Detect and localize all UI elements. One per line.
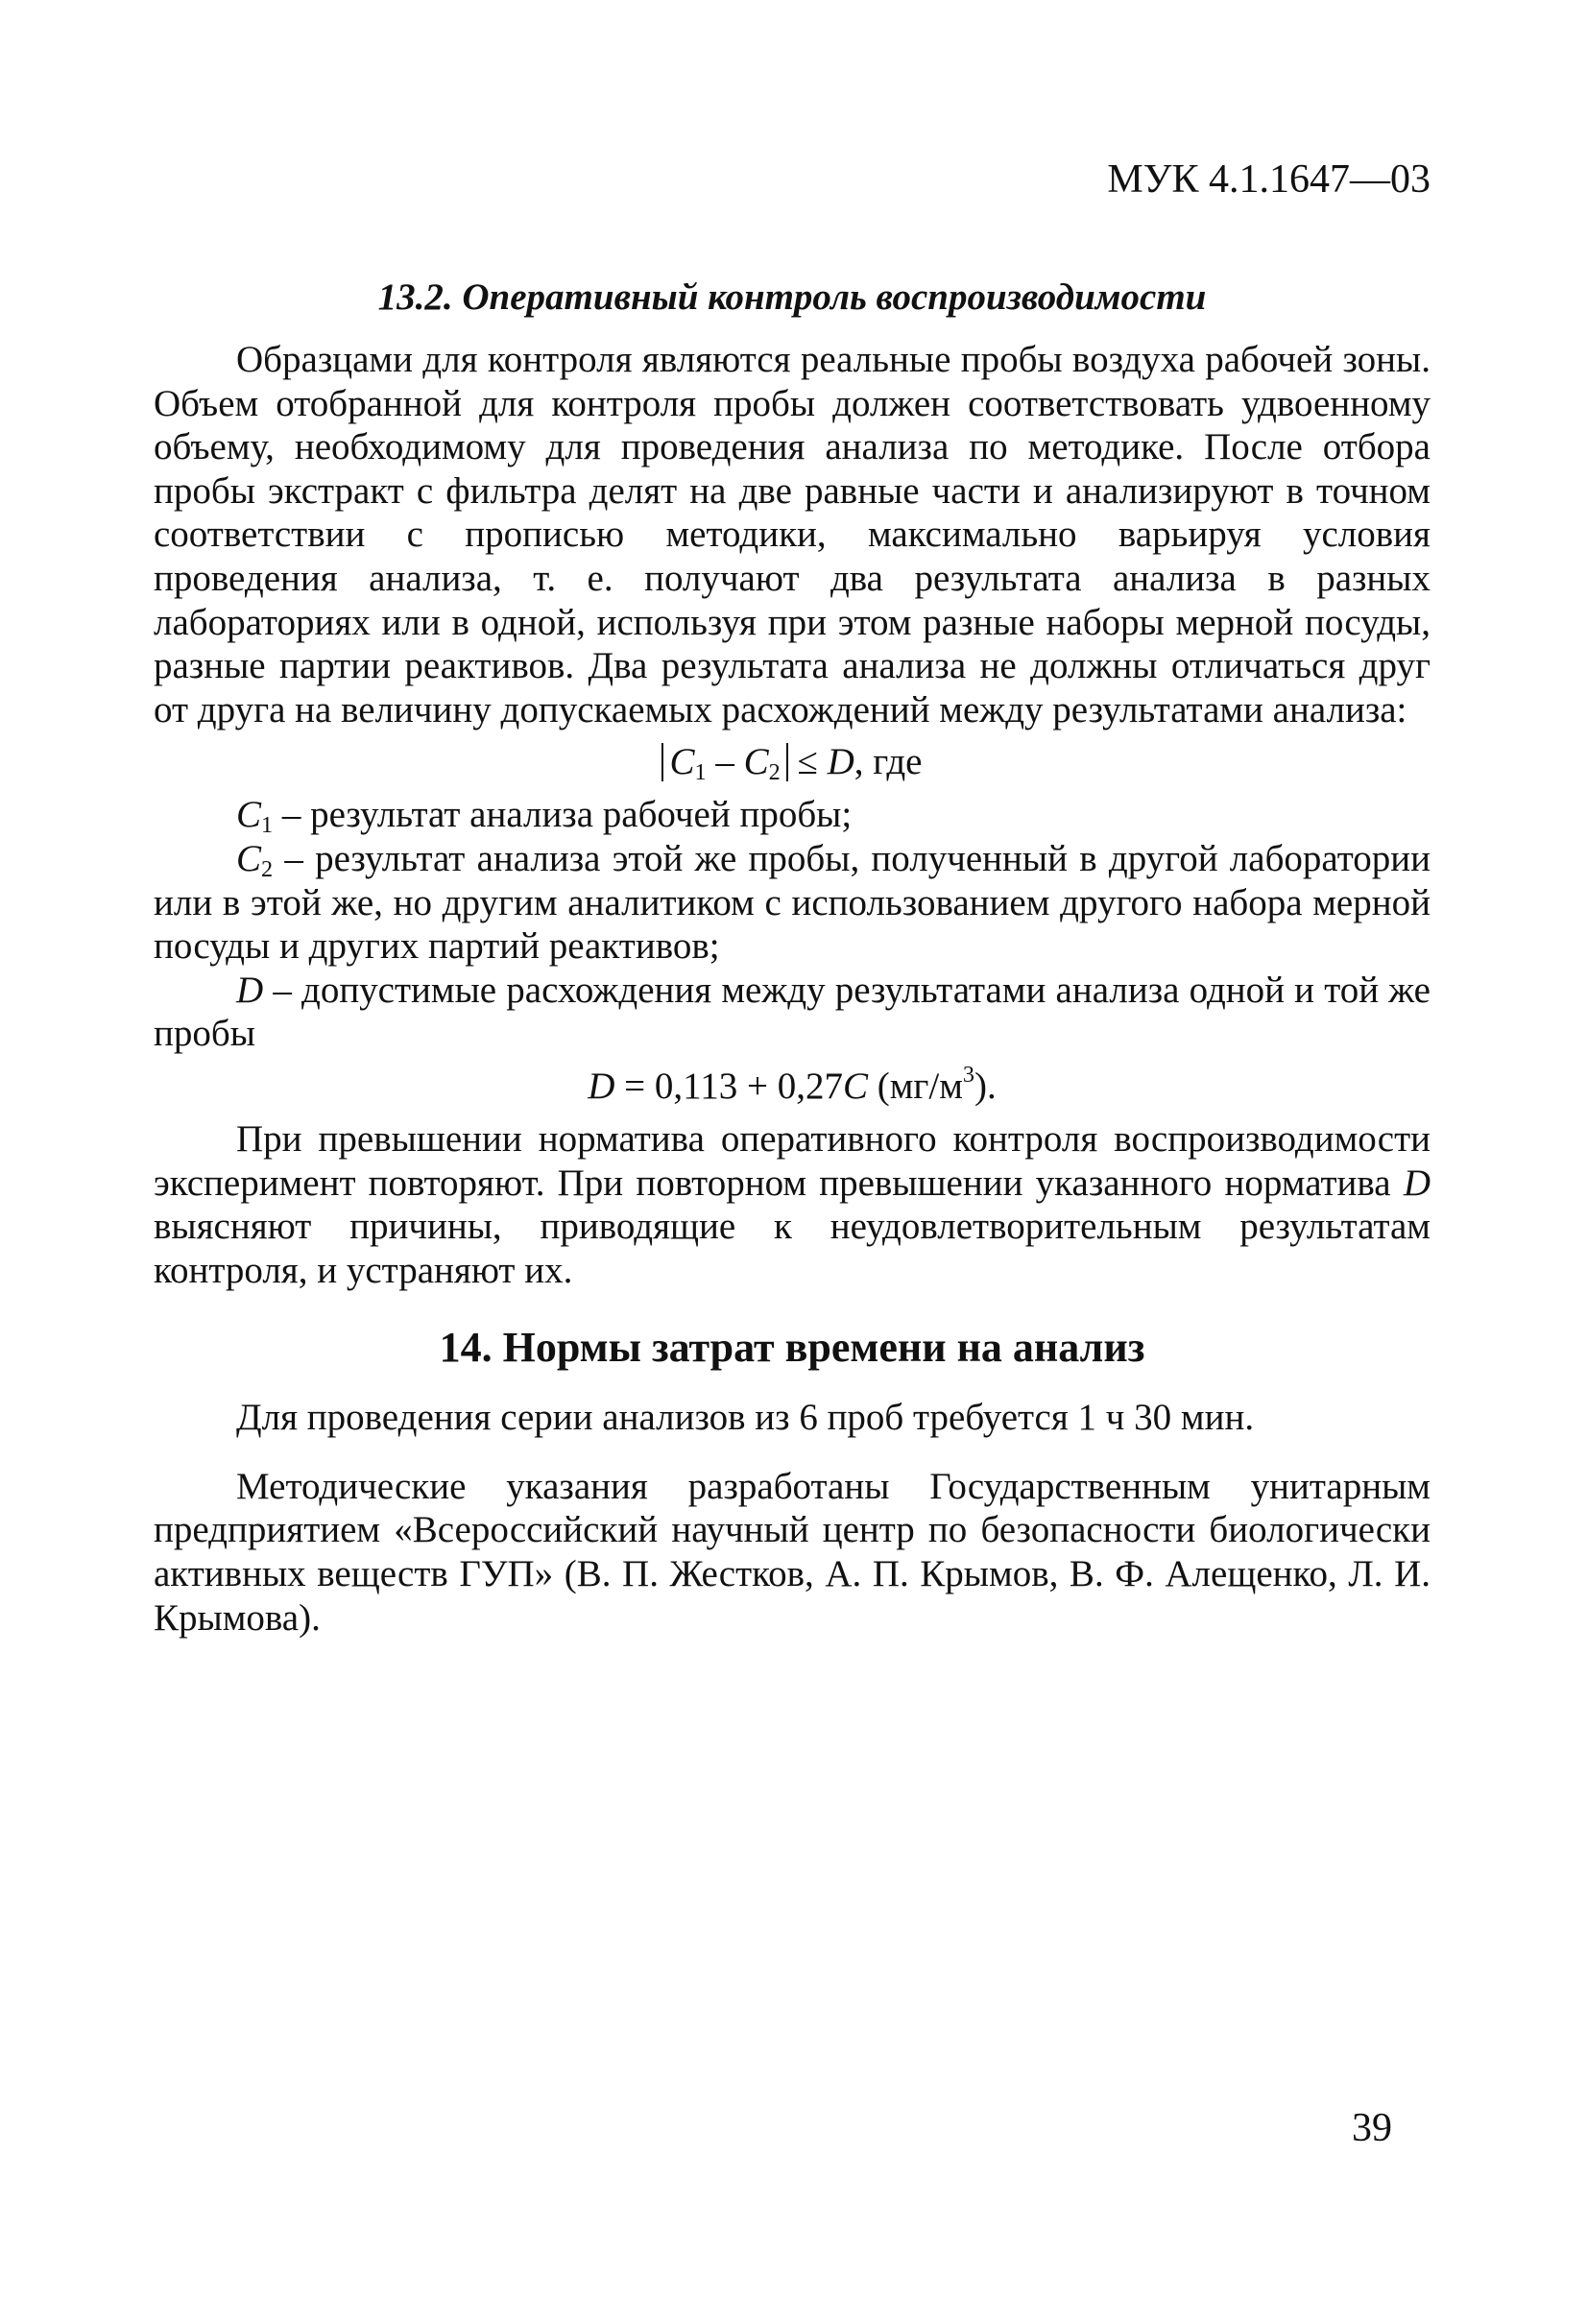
absolute-difference bbox=[661, 741, 787, 786]
definition-d bbox=[154, 969, 1431, 1056]
definition-text: – результат анализа этой же пробы, полученный в другой лаборатории или в этой же, но другим аналитиком с использованием другого набора мерной посуды и других партий реактивов; bbox=[154, 837, 1431, 968]
superscript-3: 3 bbox=[962, 1061, 974, 1088]
page-number: 39 bbox=[1352, 2106, 1392, 2150]
definition-c2 bbox=[154, 837, 1431, 969]
paragraph-text-b: выясняют причины, приводящие к неудовлетворительным результатам контроля, и устраняют их. bbox=[154, 1206, 1431, 1291]
section-14-paragraph: Для проведения серии анализов из 6 проб требуется 1 ч 30 мин. bbox=[236, 1397, 1255, 1439]
formula-reproducibility bbox=[154, 737, 1431, 787]
symbol-d: D bbox=[236, 969, 264, 1011]
definition-c1 bbox=[154, 793, 1431, 837]
formula-unit: (мг/м bbox=[867, 1065, 963, 1107]
symbol-d: D bbox=[1403, 1162, 1431, 1204]
section-14-heading: 14. Нормы затрат времени на анализ bbox=[439, 1324, 1145, 1372]
subscript: 1 bbox=[261, 812, 274, 839]
section-title: Оперативный контроль воспроизводимости bbox=[462, 276, 1207, 318]
spacer bbox=[154, 1440, 1431, 1465]
definition-text: – допустимые расхождения между результатами анализа одной и той же пробы bbox=[154, 969, 1431, 1055]
paragraph-text-a: При превышении норматива оперативного контроля воспроизводимости эксперимент повторяют. При повторном превышении указанного норматива bbox=[154, 1117, 1431, 1204]
document-code: МУК 4.1.1647—03 bbox=[1107, 157, 1431, 202]
symbol-c2: C bbox=[743, 741, 769, 783]
le-sign: ≤ bbox=[787, 741, 828, 783]
formula-tolerance bbox=[154, 1062, 1431, 1112]
section-number: 13.2. bbox=[377, 276, 453, 318]
subscript-2: 2 bbox=[768, 759, 781, 786]
subscript: 2 bbox=[261, 855, 274, 882]
formula-close: ). bbox=[974, 1065, 997, 1107]
subscript-1: 1 bbox=[694, 759, 707, 786]
symbol-d: D bbox=[827, 741, 854, 783]
section-13-2-paragraph-1: Образцами для контроля являются реальные пробы воздуха рабочей зоны. Объем отобранной для контроля пробы должен соответствовать удвоенному объему, необходимому для проведения анализа по методике. После отбора пробы экстракт с фильтра делят на две равные части и анализируют в точном соответствии с прописью методики, максимально варьируя условия проведения анализа, т. е. получают два результата анализа в разных лабораториях или в одной, используя при этом разные наборы мерной посуды, разные партии реактивов. Два результата анализа не должны отличаться друг от друга на величину допускаемых расхождений между результатами анализа: bbox=[154, 339, 1431, 731]
symbol-d: D bbox=[588, 1065, 615, 1107]
definition-text: – результат анализа рабочей пробы; bbox=[273, 794, 853, 836]
formula-tail: , где bbox=[854, 741, 923, 783]
symbol-c: C bbox=[842, 1065, 868, 1107]
symbol-c1: C bbox=[236, 794, 262, 836]
section-13-2-paragraph-2 bbox=[154, 1117, 1431, 1292]
symbol-c1: C bbox=[669, 741, 695, 783]
minus-sign: – bbox=[706, 741, 744, 783]
credits-paragraph: Методические указания разработаны Государственным унитарным предприятием «Всероссийский научный центр по безопасности биологически активных веществ ГУП» (В. П. Жестков, А. П. Крымов, В. Ф. Алещенко, Л. И. Крымова). bbox=[154, 1465, 1431, 1639]
document-page bbox=[154, 0, 1431, 2324]
section-13-2-heading bbox=[154, 276, 1431, 319]
formula-equation: = 0,113 + 0,27 bbox=[614, 1065, 843, 1107]
document-body bbox=[154, 276, 1431, 1640]
symbol-c2: C bbox=[236, 837, 262, 879]
